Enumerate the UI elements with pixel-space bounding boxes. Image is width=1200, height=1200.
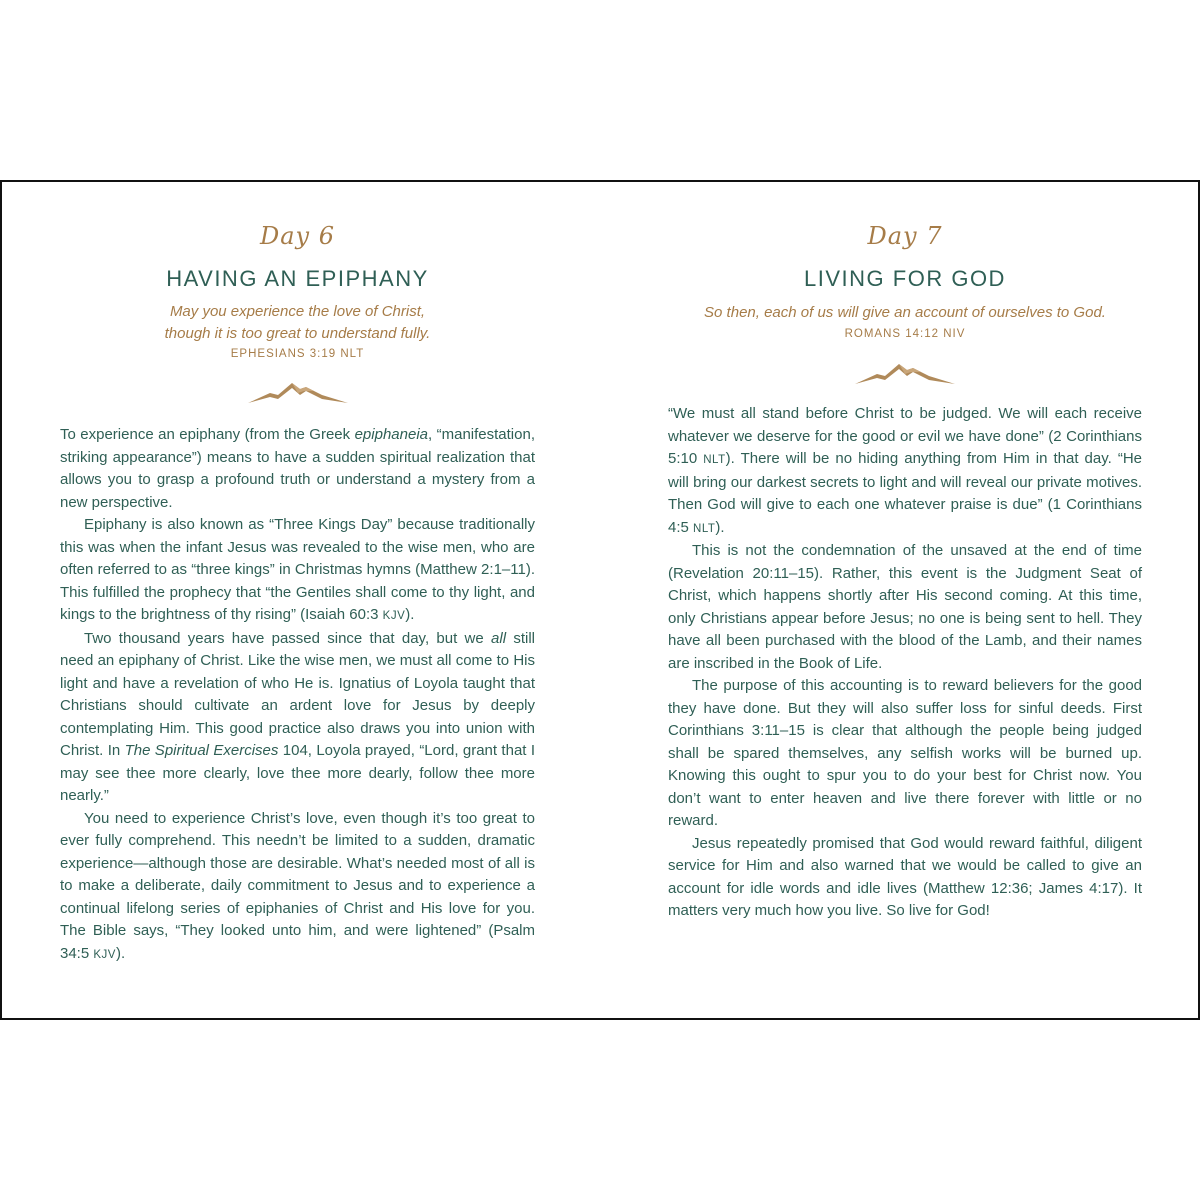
text-run: You need to experience Christ’s love, even though it’s too great to ever fully comprehend. This needn’t be limited to a sudden, dramatic experience—although those are desirable. What’s needed most of all is to make a deliberate, daily commitment to Jesus and to experience a continual lifelong series of epiphanies of Christ and His love for you. The Bible says, “They looked unto him, and were lightened” (Psalm 34:5	[60, 809, 535, 962]
text-run: ).	[405, 606, 415, 623]
page-title: HAVING AN EPIPHANY	[166, 266, 429, 291]
text-run: epiphaneia	[354, 426, 428, 443]
text-run: NLT	[703, 454, 726, 466]
text-run: KJV	[382, 610, 406, 622]
text-run: ).	[115, 944, 126, 962]
text-run: “We must all stand before Christ to be judged. We will each receive whatever we deserve for the good or evil we have done” (2 Corinthians 5:10	[668, 405, 1142, 467]
right-page	[668, 182, 1142, 1018]
text-run: all	[491, 629, 507, 647]
paragraph: This is not the condemnation of the unsaved at the end of time (Revelation 20:11–15). Rather, this event is the Judgment Seat of Christ, which happens shortly after His second coming. At this time, only Christians appear before Jesus; no one is being sent to hell. They have all been purchased with the blood of the Lamb, and their names are inscribed in the Book of Life.	[668, 542, 1142, 672]
paragraph	[60, 514, 535, 628]
text-run: 104, Loyola prayed, “Lord, grant that I may see thee more clearly, love thee more dearly, follow thee more nearly.”	[60, 742, 535, 804]
text-run: , “manifestation, striking appearance”) means to have a sudden spiritual realization that allows you to grasp a profound truth or understand a mystery from a new perspective.	[60, 426, 535, 511]
text-run: NLT	[693, 522, 716, 535]
book-spread	[0, 180, 1200, 1020]
text-run: ). There will be no hiding anything from Him in that day. “He will bring our darkest secrets to light and will reveal our private motives. Then God will give to each one whatever praise is due” (1 Corinthians 4:5	[668, 450, 1142, 536]
devotional-body	[60, 424, 535, 966]
paragraph	[60, 808, 535, 967]
left-page	[60, 182, 535, 1018]
verse-line: May you experience the love of Christ,	[169, 303, 426, 320]
day-label: Day 6	[259, 222, 335, 250]
text-run: ).	[715, 518, 725, 536]
verse-line: So then, each of us will give an account of ourselves to God.	[704, 304, 1106, 321]
text-run: To experience an epiphany (from the Greek	[60, 426, 355, 443]
verse-reference: ROMANS 14:12 NIV	[844, 328, 966, 340]
paragraph	[668, 403, 1142, 540]
paragraph: The purpose of this accounting is to reward believers for the good they have done. But they will also suffer loss for sinful deeds. First Corinthians 3:11–15 is clear that although the people being judged shall be spared themselves, any selfish works will be burned up. Knowing this ought to spur you to do your best for Christ now. You don’t want to enter heaven and live there forever with little or no reward.	[668, 677, 1142, 829]
text-run: Two thousand years have passed since that day, but we	[84, 629, 492, 647]
day-label: Day 7	[867, 222, 943, 250]
page-title: LIVING FOR GOD	[804, 266, 1006, 291]
text-run: KJV	[93, 948, 116, 961]
mountain-icon	[855, 360, 955, 386]
devotional-body	[668, 403, 1142, 923]
paragraph	[60, 628, 535, 808]
text-run: Epiphany is also known as “Three Kings Day” because traditionally this was when the infant Jesus was revealed to the wise men, who are often referred to as “three kings” in Christmas hymns (Matthew 2:1–11). This fulfilled the prophecy that “the Gentiles shall come to thy light, and kings to the brightness of thy rising” (Isaiah 60:3	[60, 516, 535, 623]
text-run: The Spiritual Exercises	[124, 742, 279, 759]
mountain-icon	[248, 379, 348, 405]
paragraph: Jesus repeatedly promised that God would reward faithful, diligent service for Him and also warned that we would be called to give an account for idle words and idle lives (Matthew 12:36; James 4:17). It matters very much how you live. So live for God!	[668, 834, 1142, 919]
verse-line: though it is too great to understand fully.	[164, 325, 431, 342]
paragraph	[60, 424, 535, 514]
text-run: still need an epiphany of Christ. Like the wise men, we must all come to His light and have a revelation of who He is. Ignatius of Loyola taught that Christians should cultivate an ardent love for Jesus by deeply contemplating Him. This good practice also draws you into union with Christ. In	[60, 629, 535, 759]
verse-reference: EPHESIANS 3:19 NLT	[230, 348, 365, 360]
